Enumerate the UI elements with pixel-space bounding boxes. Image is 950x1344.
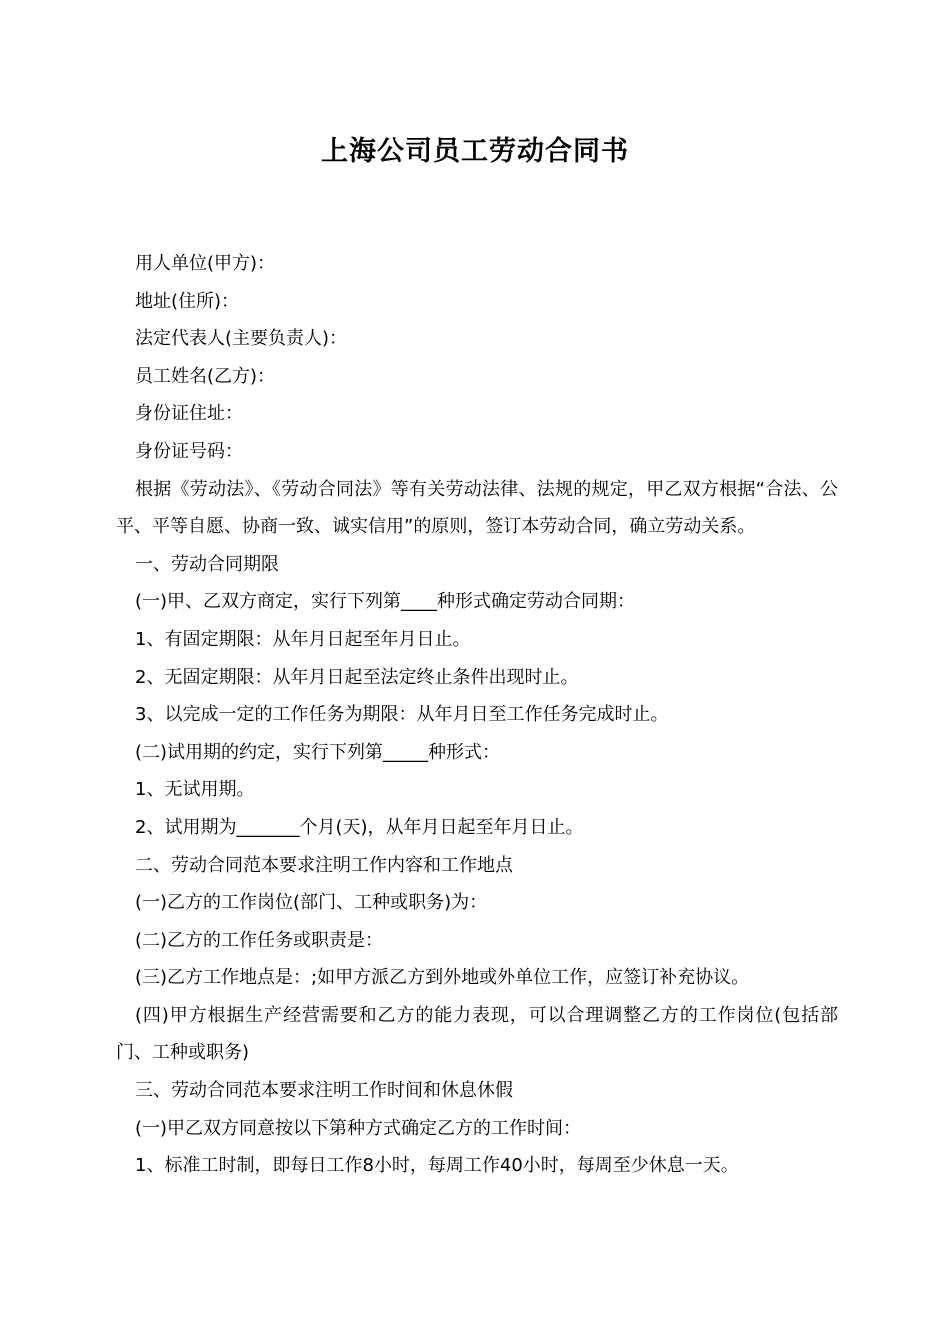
clause-1-1-option-3: 3、以完成一定的工作任务为期限：从年月日至工作任务完成时止。 [135,704,669,726]
clause-3-1-option-1: 1、标准工时制，即每日工作8小时，每周工作40小时，每周至少休息一天。 [135,1155,739,1177]
legal-representative-field: 法定代表人(主要负责人)： [135,328,348,350]
preamble-paragraph: 根据《劳动法》、《劳动合同法》等有关劳动法律、法规的规定，甲乙双方根据“合法、公平、平等自愿、协商一致、诚实信用”的原则，签订本劳动合同，确立劳动关系。 [116,478,838,538]
clause-1-1-option-2: 2、无固定期限：从年月日起至法定终止条件出现时止。 [135,666,579,688]
clause-3-1: (一)甲乙双方同意按以下第种方式确定乙方的工作时间： [135,1117,582,1139]
clause-1-1: (一)甲、乙双方商定，实行下列第____种形式确定劳动合同期： [135,591,636,613]
document-body [116,245,838,1185]
employee-name-field: 员工姓名(乙方)： [135,365,276,387]
address-field: 地址(住所)： [135,290,240,312]
clause-2-4: (四)甲方根据生产经营需要和乙方的能力表现，可以合理调整乙方的工作岗位(包括部门、工种或职务) [116,1004,838,1064]
clause-1-2-option-2: 2、试用期为_______个月(天)，从年月日起至年月日止。 [135,816,584,838]
clause-2-3: (三)乙方工作地点是：;如甲方派乙方到外地或外单位工作，应签订补充协议。 [135,967,750,989]
id-address-field: 身份证住址： [135,403,243,425]
section-heading-3: 三、劳动合同范本要求注明工作时间和休息休假 [135,1080,513,1102]
clause-1-1-option-1: 1、有固定期限：从年月日起至年月日止。 [135,628,471,650]
id-number-field: 身份证号码： [135,440,243,462]
clause-2-1: (一)乙方的工作岗位(部门、工种或职务)为： [135,892,488,914]
clause-2-2: (二)乙方的工作任务或职责是： [135,929,384,951]
document-title: 上海公司员工劳动合同书 [321,136,629,167]
clause-1-2: (二)试用期的约定，实行下列第_____种形式： [135,741,501,763]
section-heading-2: 二、劳动合同范本要求注明工作内容和工作地点 [135,854,513,876]
clause-1-2-option-1: 1、无试用期。 [135,779,255,801]
section-heading-1: 一、劳动合同期限 [135,553,279,575]
employer-field: 用人单位(甲方)： [135,253,276,274]
